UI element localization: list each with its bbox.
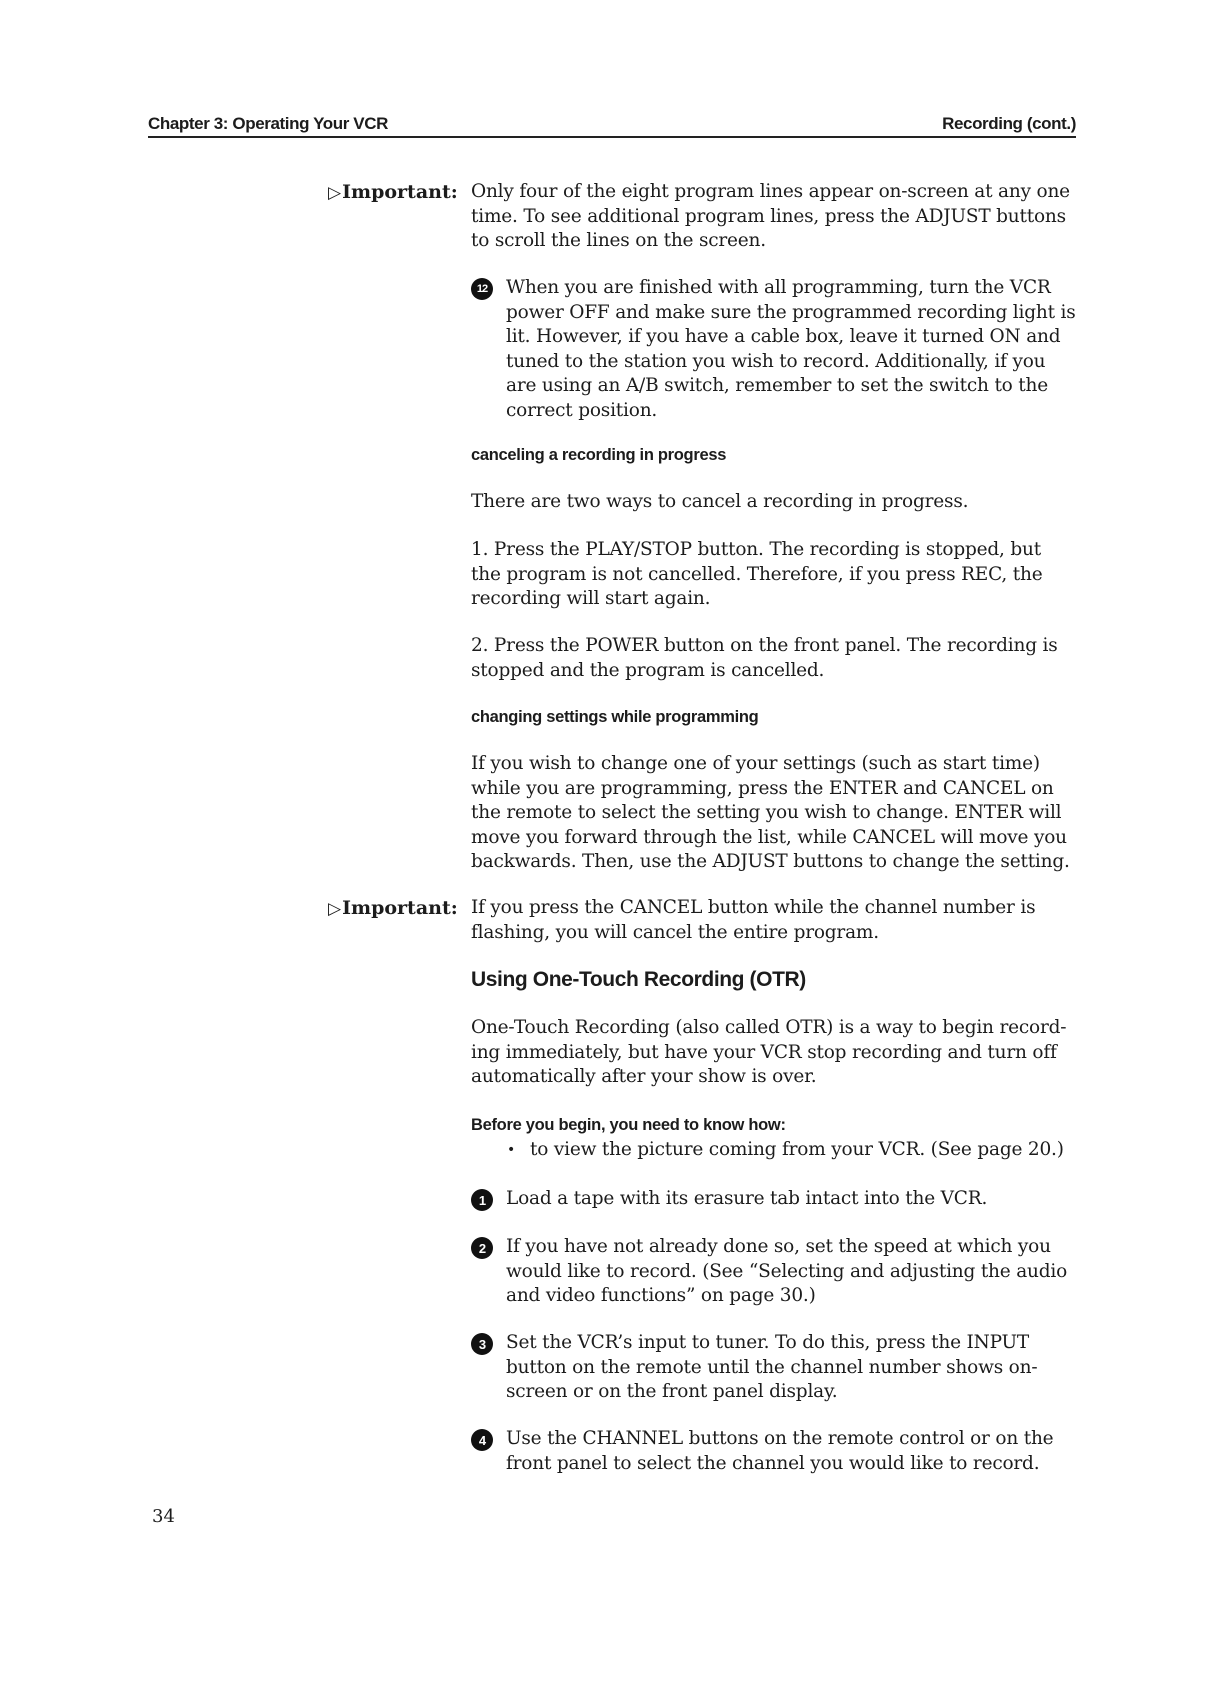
step-number-icon: 12 xyxy=(471,278,493,300)
paragraph xyxy=(471,752,1076,875)
subsection-heading: changing settings while programming xyxy=(471,708,759,726)
text-line: are using an A/B switch, remember to set the switch to the xyxy=(506,375,1048,396)
text-line: would like to record. (See “Selecting and adjusting the audio xyxy=(506,1260,1068,1282)
list-item xyxy=(471,538,1076,612)
step-text xyxy=(506,1427,1076,1476)
header-divider xyxy=(148,136,1076,138)
chapter-title: Chapter 3: Operating Your VCR xyxy=(148,114,388,133)
text-line: If you have not already done so, set the speed at which you xyxy=(506,1236,1051,1257)
running-header xyxy=(148,108,1076,138)
page-number: 34 xyxy=(152,1506,175,1527)
bullet-item: to view the picture coming from your VCR. (See page 20.) xyxy=(530,1139,1064,1160)
important-note xyxy=(471,896,1076,945)
text-line: front panel to select the channel you would like to record. xyxy=(506,1452,1040,1474)
paragraph: There are two ways to cancel a recording in progress. xyxy=(471,491,969,512)
text-line: tuned to the station you wish to record. Additionally, if you xyxy=(506,350,1046,372)
text-line: screen or on the front panel display. xyxy=(506,1381,838,1402)
text-line: ing immediately, but have your VCR stop recording and turn off xyxy=(471,1041,1057,1063)
step-number-icon: 1 xyxy=(471,1189,493,1211)
text-line: time. To see additional program lines, press the ADJUST buttons xyxy=(471,205,1066,227)
paragraph xyxy=(471,1016,1076,1090)
text-line: stopped and the program is cancelled. xyxy=(471,659,825,681)
text-line: Load a tape with its erasure tab intact into the VCR. xyxy=(506,1188,988,1209)
text-line: Use the CHANNEL buttons on the remote control or on the xyxy=(506,1428,1054,1449)
bullet-icon: • xyxy=(507,1142,516,1158)
step-text xyxy=(506,1331,1076,1405)
text-line: the program is not cancelled. Therefore, if you press REC, the xyxy=(471,563,1043,585)
text-line: to scroll the lines on the screen. xyxy=(471,230,766,251)
text-line: Only four of the eight program lines appear on-screen at any one xyxy=(471,181,1070,202)
text-line: When you are finished with all programming, turn the VCR xyxy=(506,277,1051,298)
text-line: while you are programming, press the ENTER and CANCEL on xyxy=(471,777,1054,799)
step-text xyxy=(506,276,1076,423)
text-line: 2. Press the POWER button on the front panel. The recording is xyxy=(471,635,1058,656)
text-line: correct position. xyxy=(506,399,658,421)
step-number-icon: 3 xyxy=(471,1333,493,1355)
section-title: Recording (cont.) xyxy=(942,114,1076,133)
triangle-pointer-icon: ▷ xyxy=(328,899,342,919)
text-line: power OFF and make sure the programmed recording light is xyxy=(506,301,1076,323)
step-number-icon: 2 xyxy=(471,1237,493,1259)
important-label: ▷Important: xyxy=(328,181,458,203)
subsection-heading: canceling a recording in progress xyxy=(471,446,727,464)
important-note xyxy=(471,180,1076,254)
triangle-pointer-icon: ▷ xyxy=(328,183,342,203)
text-line: backwards. Then, use the ADJUST buttons to change the setting. xyxy=(471,851,1070,872)
text-line: If you wish to change one of your settings (such as start time) xyxy=(471,753,1040,774)
step-number-icon: 4 xyxy=(471,1429,493,1451)
text-line: the remote to select the setting you wish to change. ENTER will xyxy=(471,802,1062,823)
step-text xyxy=(506,1235,1076,1309)
prerequisite-heading: Before you begin, you need to know how: xyxy=(471,1116,786,1134)
text-line: Set the VCR’s input to tuner. To do this, press the INPUT xyxy=(506,1332,1030,1353)
text-line: If you press the CANCEL button while the channel number is xyxy=(471,897,1036,918)
section-heading: Using One-Touch Recording (OTR) xyxy=(471,968,806,991)
list-item xyxy=(471,634,1076,683)
text-line: One-Touch Recording (also called OTR) is a way to begin record- xyxy=(471,1017,1067,1038)
text-line: automatically after your show is over. xyxy=(471,1066,817,1087)
text-line: lit. However, if you have a cable box, leave it turned ON and xyxy=(506,326,1061,347)
text-line: and video functions” on page 30.) xyxy=(506,1285,816,1306)
text-line: 1. Press the PLAY/STOP button. The recording is stopped, but xyxy=(471,539,1041,560)
step-text xyxy=(506,1187,1076,1212)
text-line: flashing, you will cancel the entire program. xyxy=(471,921,879,943)
text-line: move you forward through the list, while CANCEL will move you xyxy=(471,826,1067,848)
text-line: button on the remote until the channel number shows on- xyxy=(506,1356,1038,1378)
text-line: recording will start again. xyxy=(471,588,711,609)
important-label: ▷Important: xyxy=(328,897,458,919)
